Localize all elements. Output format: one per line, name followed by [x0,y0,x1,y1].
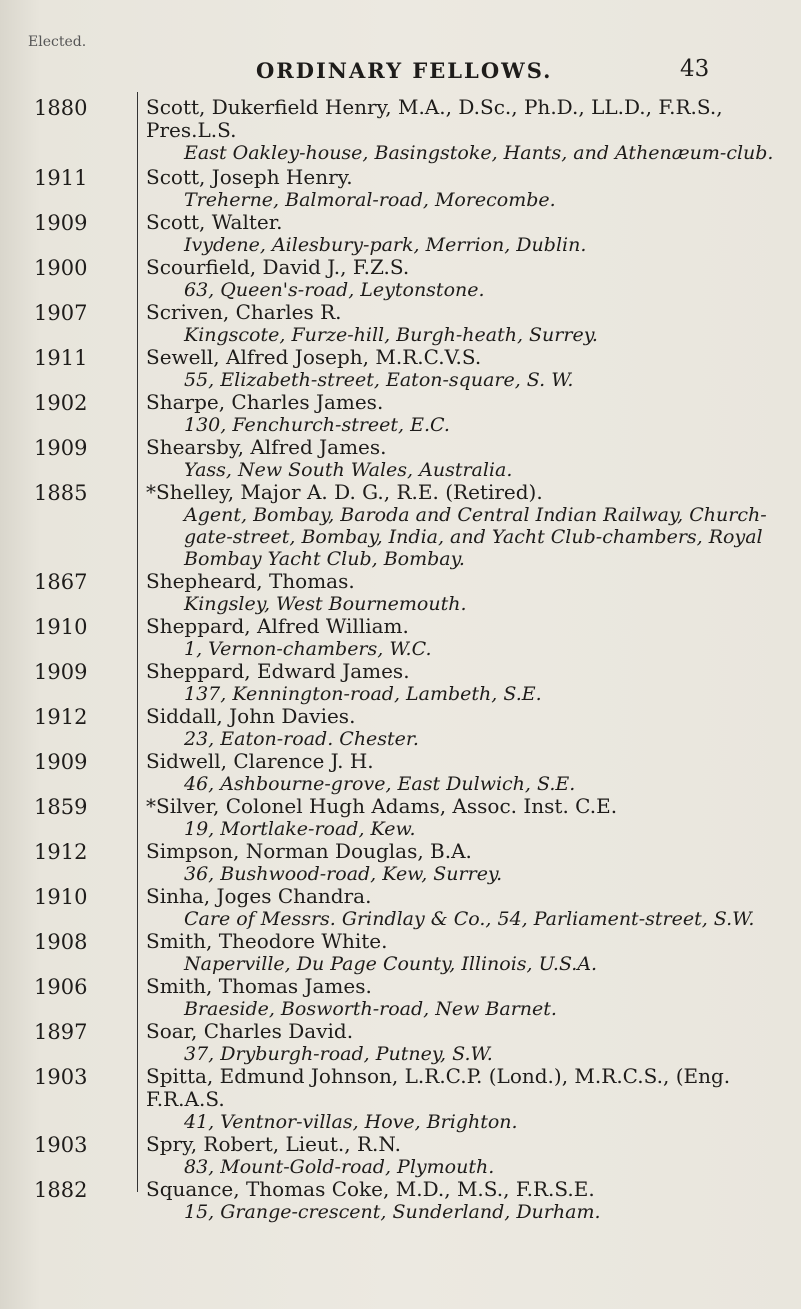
election-year: 1903 [34,1133,88,1157]
fellow-address: 19, Mortlake-road, Kew. [184,818,416,840]
list-item [0,840,801,885]
fellow-address: 15, Grange-crescent, Sunderland, Durham. [184,1201,601,1223]
fellow-address: Treherne, Balmoral-road, Morecombe. [184,189,556,211]
fellow-name: Sidwell, Clarence J. H. [146,749,374,773]
list-item [0,1178,801,1223]
fellow-address: Agent, Bombay, Baroda and Central Indian Railway, Church-gate-street, Bombay, India, and Yacht Club-chambers, Royal Bombay Yacht Club, Bombay. [184,504,767,570]
list-item [0,705,801,750]
elected-column-heading: Elected. [28,34,87,50]
election-year: 1880 [34,96,88,120]
fellow-address: 36, Bushwood-road, Kew, Surrey. [184,863,503,885]
list-item [0,1065,801,1133]
fellow-address: 46, Ashbourne-grove, East Dulwich, S.E. [184,773,576,795]
list-item [0,660,801,705]
fellow-name: Shepheard, Thomas. [146,569,355,593]
election-year: 1909 [34,436,88,460]
fellow-address: Ivydene, Ailesbury-park, Merrion, Dublin. [184,234,587,256]
election-year: 1911 [34,346,88,370]
election-year: 1910 [34,615,88,639]
fellow-address: 37, Dryburgh-road, Putney, S.W. [184,1043,493,1065]
fellow-address: 1, Vernon-chambers, W.C. [184,638,432,660]
fellow-address: 63, Queen's-road, Leytonstone. [184,279,485,301]
fellow-name: Smith, Thomas James. [146,974,372,998]
fellow-name: Smith, Theodore White. [146,929,388,953]
list-item [0,795,801,840]
fellow-name: Sewell, Alfred Joseph, M.R.C.V.S. [146,345,482,369]
fellow-address: 83, Mount-Gold-road, Plymouth. [184,1156,495,1178]
election-year: 1882 [34,1178,88,1202]
fellow-name: Shearsby, Alfred James. [146,435,387,459]
fellow-name: Sinha, Joges Chandra. [146,884,372,908]
election-year: 1906 [34,975,88,999]
list-item [0,481,801,570]
fellow-address: Naperville, Du Page County, Illinois, U.S.A. [184,953,598,975]
list-item [0,570,801,615]
list-item [0,1020,801,1065]
election-year: 1911 [34,166,88,190]
election-year: 1867 [34,570,88,594]
fellow-name: Spitta, Edmund Johnson, L.R.C.P. (Lond.), M.R.C.S., (Eng. F.R.A.S. [146,1064,731,1111]
list-item [0,436,801,481]
election-year: 1859 [34,795,88,819]
fellow-address: 130, Fenchurch-street, E.C. [184,414,450,436]
fellow-name: Scott, Dukerfield Henry, M.A., D.Sc., Ph.D., LL.D., F.R.S., Pres.L.S. [146,95,723,142]
election-year: 1912 [34,840,88,864]
fellow-name: Sheppard, Alfred William. [146,614,409,638]
election-year: 1909 [34,211,88,235]
fellow-address: East Oakley-house, Basingstoke, Hants, and Athenæum-club. [184,142,774,164]
election-year: 1909 [34,660,88,684]
fellow-name: Soar, Charles David. [146,1019,354,1043]
fellow-address: Kingsley, West Bournemouth. [184,593,467,615]
fellow-name: Sharpe, Charles James. [146,390,384,414]
list-item [0,750,801,795]
fellow-name: *Shelley, Major A. D. G., R.E. (Retired). [146,480,543,504]
page-number: 43 [680,56,710,82]
list-item [0,1133,801,1178]
list-item [0,301,801,346]
election-year: 1903 [34,1065,88,1089]
fellow-address: 23, Eaton-road. Chester. [184,728,419,750]
list-item [0,346,801,391]
fellow-name: Squance, Thomas Coke, M.D., M.S., F.R.S.E. [146,1177,595,1201]
fellow-address: 137, Kennington-road, Lambeth, S.E. [184,683,542,705]
fellow-name: Scott, Joseph Henry. [146,165,353,189]
list-item [0,975,801,1020]
fellow-address: Care of Messrs. Grindlay & Co., 54, Parliament-street, S.W. [184,908,755,930]
list-item [0,211,801,256]
election-year: 1902 [34,391,88,415]
fellow-address: 55, Elizabeth-street, Eaton-square, S. W. [184,369,574,391]
fellow-address: 41, Ventnor-villas, Hove, Brighton. [184,1111,518,1133]
election-year: 1912 [34,705,88,729]
list-item [0,166,801,211]
election-year: 1900 [34,256,88,280]
fellow-address: Yass, New South Wales, Australia. [184,459,513,481]
list-item [0,391,801,436]
list-item [0,256,801,301]
list-item [0,615,801,660]
fellow-name: Sheppard, Edward James. [146,659,410,683]
fellow-name: Scourfield, David J., F.Z.S. [146,255,410,279]
election-year: 1907 [34,301,88,325]
fellow-address: Braeside, Bosworth-road, New Barnet. [184,998,557,1020]
list-item [0,930,801,975]
election-year: 1897 [34,1020,88,1044]
list-item [0,885,801,930]
fellow-name: Scriven, Charles R. [146,300,342,324]
page-header [0,52,801,82]
election-year: 1908 [34,930,88,954]
fellow-address: Kingscote, Furze-hill, Burgh-heath, Surrey. [184,324,598,346]
election-year: 1885 [34,481,88,505]
running-title: ORDINARY FELLOWS. [256,58,553,83]
fellow-name: Siddall, John Davies. [146,704,356,728]
fellow-name: Simpson, Norman Douglas, B.A. [146,839,472,863]
fellow-name: *Silver, Colonel Hugh Adams, Assoc. Inst. C.E. [146,794,618,818]
fellow-name: Scott, Walter. [146,210,283,234]
list-item [0,96,801,164]
election-year: 1910 [34,885,88,909]
fellows-list [0,96,801,1223]
election-year: 1909 [34,750,88,774]
fellow-name: Spry, Robert, Lieut., R.N. [146,1132,401,1156]
